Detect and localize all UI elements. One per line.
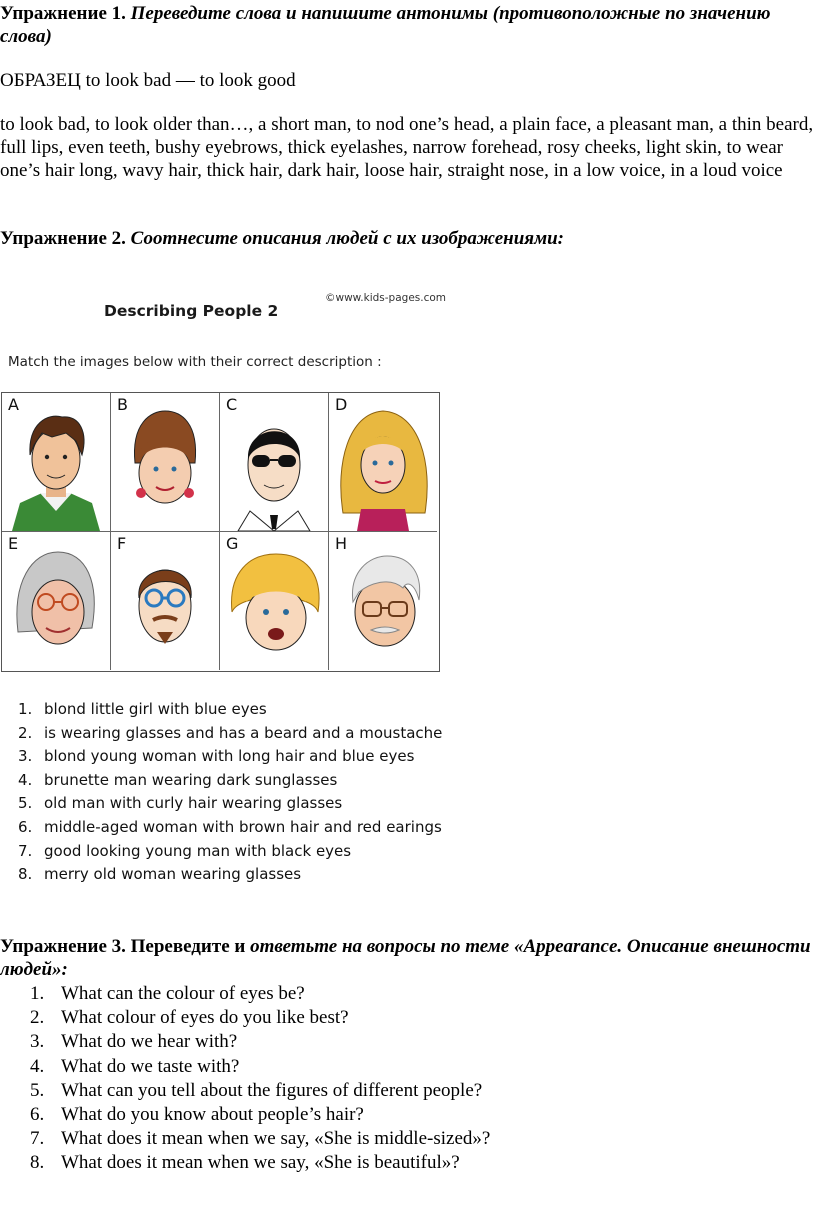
sample-text: to look bad — to look good	[85, 70, 296, 91]
face-cell-g	[220, 532, 329, 670]
letter-b: B	[117, 395, 128, 414]
list-item: 6. middle-aged woman with brown hair and red earings	[18, 817, 442, 836]
exercise2-heading	[0, 227, 816, 250]
letter-c: C	[226, 395, 238, 414]
exercise1-word-list: to look bad, to look older than…, a short man, to nod one’s head, a plain face, a pleasant man, a thin beard, full lips, even teeth, bushy eyebrows, thick eyelashes, narrow forehead, rosy cheeks, light skin, to wear one’s hair long, wavy hair, thick hair, dark hair, loose hair, straight nose, in a low voice, in a loud voice	[0, 114, 814, 181]
questions-list	[30, 982, 490, 1176]
exercise3-label: Упражнение 3.	[0, 936, 126, 957]
list-item: 5. What can you tell about the figures of different people?	[30, 1079, 483, 1101]
exercise2-label: Упражнение 2.	[0, 228, 126, 249]
list-item: 8. What does it mean when we say, «She is beautiful»?	[30, 1152, 460, 1174]
letter-a: A	[8, 395, 19, 414]
list-item: 7. What does it mean when we say, «She is middle-sized»?	[30, 1128, 491, 1150]
letter-f: F	[117, 534, 127, 553]
exercise1-heading	[0, 2, 816, 48]
face-cell-c	[220, 393, 329, 532]
faces-grid	[1, 392, 440, 672]
face-cell-f	[111, 532, 220, 670]
list-item: 4. What do we taste with?	[30, 1055, 240, 1077]
list-item: 1. What can the colour of eyes be?	[30, 983, 305, 1004]
letter-g: G	[226, 534, 239, 553]
list-item: 7. good looking young man with black eyes	[18, 841, 352, 860]
old-woman-glasses-picture	[2, 532, 110, 670]
exercise2-instruction: Соотнесите описания людей с их изображениями:	[130, 228, 564, 249]
list-item: 3. blond young woman with long hair and blue eyes	[18, 747, 415, 766]
list-item: 8. merry old woman wearing glasses	[18, 865, 302, 884]
list-item: 2. is wearing glasses and has a beard and a moustache	[18, 723, 443, 742]
exercise3-instruction: ответьте на вопросы по теме «Appearance. Описание внешности людей»:	[0, 936, 811, 980]
letter-d: D	[335, 395, 348, 414]
list-item: 2. What colour of eyes do you like best?	[30, 1007, 349, 1029]
list-item: 6. What do you know about people’s hair?	[30, 1103, 364, 1125]
letter-h: H	[335, 534, 348, 553]
list-item: 3. What do we hear with?	[30, 1031, 238, 1053]
worksheet-instruction: Match the images below with their correct description :	[8, 354, 382, 370]
face-cell-e	[2, 532, 111, 670]
sample-label: ОБРАЗЕЦ	[0, 70, 81, 91]
man-glasses-beard-picture	[111, 532, 219, 670]
letter-e: E	[8, 534, 19, 553]
worksheet-title: Describing People 2	[104, 302, 279, 320]
list-item: 1. blond little girl with blue eyes	[18, 700, 267, 718]
face-cell-a	[2, 393, 111, 532]
exercise3-heading	[0, 935, 816, 981]
exercise3-label-rest: Переведите и	[125, 936, 251, 957]
worksheet-copyright: ©www.kids-pages.com	[325, 292, 447, 304]
descriptions-list	[18, 698, 442, 887]
exercise1-label: Упражнение 1.	[0, 3, 126, 24]
list-item: 4. brunette man wearing dark sunglasses	[18, 770, 338, 789]
exercise1-instruction: Переведите слова и напишите антонимы (противоположные по значению слова)	[0, 3, 771, 47]
face-cell-b	[111, 393, 220, 532]
face-cell-h	[329, 532, 437, 670]
list-item: 5. old man with curly hair wearing glasses	[18, 794, 343, 813]
face-cell-d	[329, 393, 437, 532]
exercise1-sample	[0, 69, 816, 92]
